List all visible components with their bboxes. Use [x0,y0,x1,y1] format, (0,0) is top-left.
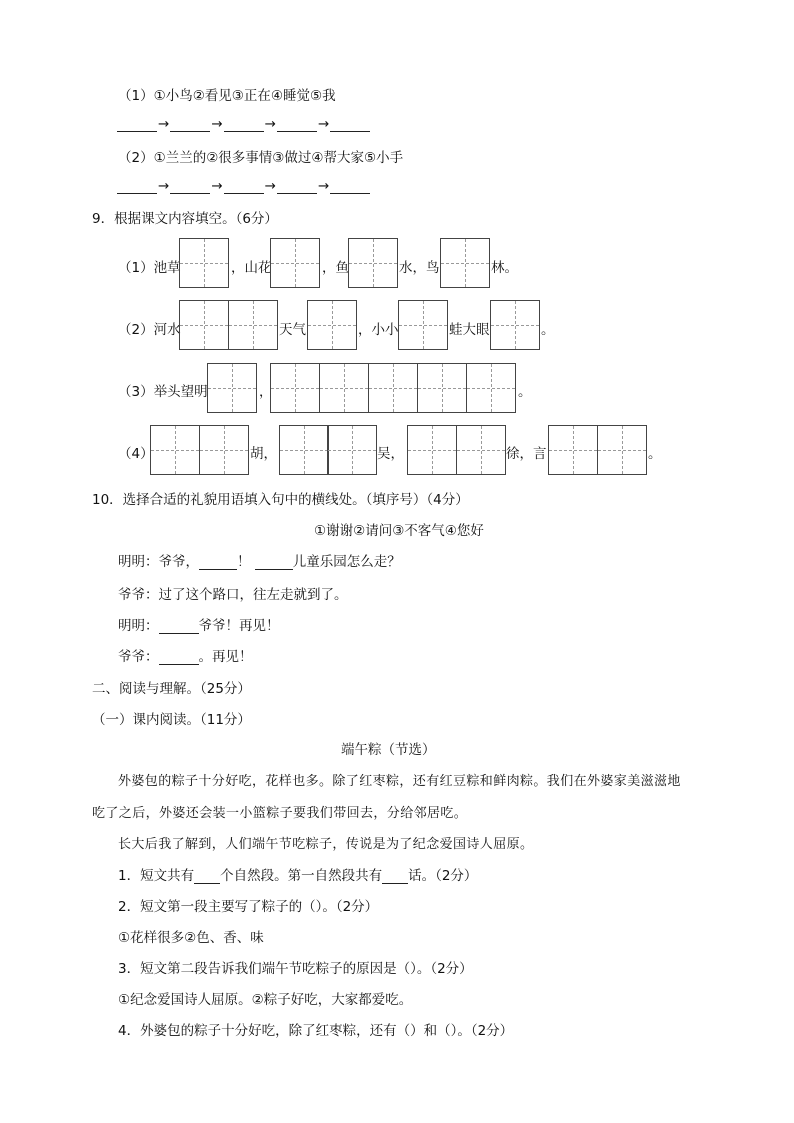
tianzige-box[interactable] [228,300,278,350]
tianzige-box[interactable] [417,363,467,413]
tianzige-box[interactable] [207,363,257,413]
q9-r4-text-e: 。 [648,446,662,462]
arrow-icon: → [158,116,170,132]
reading-q3: 3．短文第二段告诉我们端午节吃粽子的原因是（）。（2分） [118,961,473,977]
q9-r4-text-d: 徐，言 [506,446,547,462]
arrow-icon: → [264,116,276,132]
tianzige-box[interactable] [466,363,516,413]
q9-r3-text-a: （3）举头望明 [118,384,208,400]
q9-r2-text-d: 蛙大眼 [449,322,490,338]
q9-r2-text-b: 天气 [279,322,306,338]
q10-line-4 [118,645,253,665]
q9-r4-text-c: 吴， [377,446,404,462]
q8-sub2: （2）①兰兰的②很多事情③做过④帮大家⑤小手 [118,150,404,166]
blank[interactable] [277,118,317,132]
q10-line-3 [118,614,280,634]
tianzige-box[interactable] [199,425,249,475]
reading-q1-c: 话。（2分） [408,868,478,884]
reading-q1-b: 个自然段。第一自然段共有 [220,868,383,884]
q9-r1-text-b: ，山花 [231,260,272,276]
blank[interactable] [194,870,220,884]
q10-title: 10．选择合适的礼貌用语填入句中的横线处。（填序号）（4分） [92,492,469,508]
passage-p1-line1: 外婆包的粽子十分好吃，花样也多。除了红枣粽，还有红豆粽和鲜肉粽。我们在外婆家美滋滋地 [118,774,681,789]
q10-line1-a: 明明：爷爷， [118,554,199,570]
q9-r2-text-c: ，小小 [358,322,399,338]
reading-q1-a: 1．短文共有 [118,868,195,884]
q9-r3-text-c: 。 [518,384,532,400]
q10-line4-b: 。再见！ [198,649,253,665]
q8-answer-row-2 [117,178,370,194]
q9-r2-text-a: （2）河水 [118,322,181,338]
blank[interactable] [330,180,370,194]
blank[interactable] [159,651,199,665]
q10-line-1 [118,550,401,570]
tianzige-box[interactable] [279,425,329,475]
blank[interactable] [199,556,237,570]
q8-sub1: （1）①小鸟②看见③正在④睡觉⑤我 [118,88,336,104]
q9-r2-text-e: 。 [541,322,555,338]
q9-r4-text-a: （4） [118,446,154,462]
passage-p2: 长大后我了解到，人们端午节吃粽子，传说是为了纪念爱国诗人屈原。 [118,837,534,852]
reading-q4: 4．外婆包的粽子十分好吃，除了红枣粽，还有（）和（）。（2分） [118,1023,514,1039]
passage-p1-line2: 吃了之后，外婆还会装一小篮粽子要我们带回去，分给邻居吃。 [92,806,468,821]
tianzige-box[interactable] [179,238,229,288]
tianzige-box[interactable] [490,300,540,350]
q9-r1-text-a: （1）池草 [118,260,181,276]
q10-line-2: 爷爷：过了这个路口，往左走就到了。 [118,587,348,603]
tianzige-box[interactable] [150,425,200,475]
tianzige-box[interactable] [597,425,647,475]
tianzige-box[interactable] [327,425,377,475]
q10-line3-b: 爷爷！再见！ [198,618,280,634]
blank[interactable] [117,118,157,132]
blank[interactable] [255,556,293,570]
arrow-icon: → [264,178,276,194]
arrow-icon: → [211,178,223,194]
q9-title: 9．根据课文内容填空。（6分） [92,211,278,227]
arrow-icon: → [317,178,330,194]
tianzige-box[interactable] [348,238,398,288]
arrow-icon: → [158,178,170,194]
q9-r1-text-c: ，鱼 [322,260,349,276]
q10-line4-a: 爷爷： [118,649,159,665]
reading-q2-options: ①花样很多②色、香、味 [118,930,264,946]
reading-q2: 2．短文第一段主要写了粽子的（）。（2分） [118,899,379,915]
q10-line1-b: ！ [237,554,251,570]
tianzige-box[interactable] [407,425,457,475]
q10-line3-a: 明明： [118,618,159,634]
blank[interactable] [170,180,210,194]
blank[interactable] [277,180,317,194]
section2-subtitle: （一）课内阅读。（11分） [92,712,251,728]
tianzige-box[interactable] [440,238,490,288]
tianzige-box[interactable] [319,363,369,413]
reading-q1 [118,864,477,884]
blank[interactable] [224,180,264,194]
q10-options: ①谢谢②请问③不客气④您好 [314,523,484,539]
tianzige-box[interactable] [270,238,320,288]
tianzige-box[interactable] [456,425,506,475]
q8-answer-row-1 [117,116,370,132]
arrow-icon: → [211,116,223,132]
blank[interactable] [224,118,264,132]
q10-line1-c: 儿童乐园怎么走？ [292,554,401,570]
tianzige-box[interactable] [548,425,598,475]
arrow-icon: → [317,116,330,132]
blank[interactable] [159,620,199,634]
q9-r3-text-b: ， [259,384,273,400]
blank[interactable] [170,118,210,132]
q9-r1-text-e: 林。 [491,260,518,276]
passage-title: 端午粽（节选） [341,742,436,758]
blank[interactable] [382,870,408,884]
blank[interactable] [330,118,370,132]
tianzige-box[interactable] [179,300,229,350]
tianzige-box[interactable] [368,363,418,413]
tianzige-box[interactable] [307,300,357,350]
tianzige-box[interactable] [398,300,448,350]
q9-r1-text-d: 水，鸟 [399,260,440,276]
blank[interactable] [117,180,157,194]
q9-r4-text-b: 胡， [250,446,277,462]
reading-q3-options: ①纪念爱国诗人屈原。②粽子好吃，大家都爱吃。 [118,992,413,1008]
section2-title: 二、阅读与理解。（25分） [92,681,251,697]
tianzige-box[interactable] [270,363,320,413]
